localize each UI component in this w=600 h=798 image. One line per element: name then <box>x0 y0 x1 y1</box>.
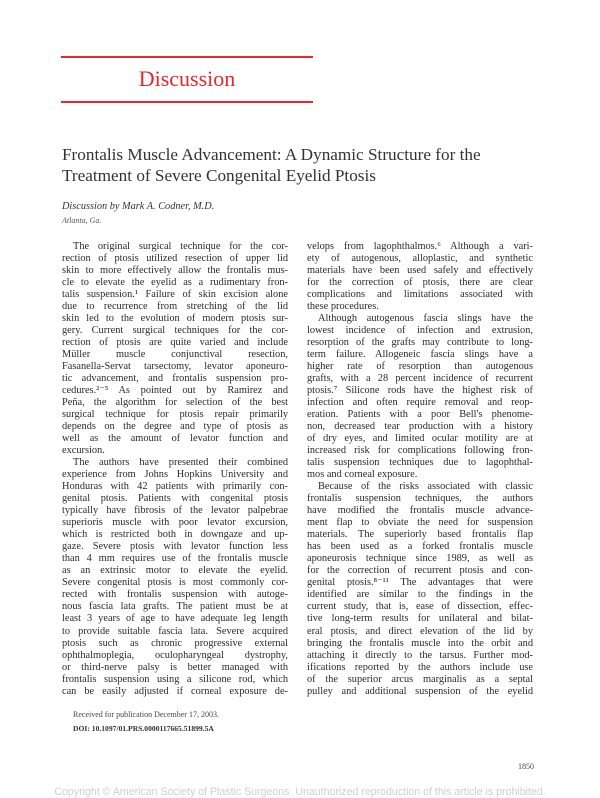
text-line: increased risk for complications following fron- <box>307 445 533 457</box>
doi: DOI: 10.1097/01.PRS.0000117665.51899.5A <box>73 724 214 733</box>
text-line: frontalis suspension using a silicone rod, which <box>62 673 288 685</box>
text-line: Severe congenital ptosis is most commonly cor- <box>62 577 288 589</box>
text-line: depends on the degree and type of ptosis as <box>62 421 288 433</box>
text-line: Honduras with 42 patients with primarily con- <box>62 481 288 493</box>
text-line: excursion. <box>62 445 105 457</box>
text-line: pulley and additional suspension of the eyelid <box>307 685 533 697</box>
text-line: talis suspension.¹ Failure of skin excision alone <box>62 289 288 301</box>
text-line: typically have fibrosis of the levator palpebrae <box>62 505 288 517</box>
body-column-left <box>62 241 288 698</box>
text-line: rection of ptosis utilized resection of upper lid <box>62 253 288 265</box>
text-line: aponeurosis technique since 1989, as well as <box>307 553 533 565</box>
text-line: experience from Johns Hopkins University and <box>62 469 288 481</box>
body-column-right <box>307 241 533 698</box>
text-line: least 3 years of age to have adequate leg length <box>62 613 288 625</box>
article-title <box>62 145 542 186</box>
text-line: grafts, with a 28 percent incidence of recurrent <box>307 373 533 385</box>
text-line: for the correction of recurrent ptosis and con- <box>307 565 533 577</box>
text-line: ophthalmoplegia, oculopharyngeal dystrophy, <box>62 649 288 661</box>
text-line: nous fascia lata grafts. The patient must be at <box>62 601 288 613</box>
text-line: identified are similar to the findings in the <box>307 589 533 601</box>
received-date: Received for publication December 17, 2003. <box>73 710 219 719</box>
text-line: cedures.²⁻⁵ As pointed out by Ramirez and <box>62 385 288 397</box>
text-line: genital ptosis. Patients with congenital ptosis <box>62 493 288 505</box>
text-line: non, decreased tear production with a history <box>307 421 533 433</box>
text-line: The authors have presented their combined <box>73 457 288 469</box>
text-line: have modified the frontalis muscle advance- <box>307 505 533 517</box>
byline: Discussion by Mark A. Codner, M.D. <box>62 201 215 212</box>
author-location: Atlanta, Ga. <box>62 216 102 225</box>
text-line: surgical technique for ptosis repair primarily <box>62 409 288 421</box>
text-line: Because of the risks associated with classic <box>318 481 533 493</box>
text-line: has been used as a forked frontalis muscle <box>307 541 533 553</box>
text-line: skin to more effectively allow the frontalis mus- <box>62 265 288 277</box>
text-line: tic advancement, and frontalis suspension pro- <box>62 373 288 385</box>
page-number: 1850 <box>518 762 534 771</box>
text-line: lowest incidence of infection and extrusion, <box>307 325 533 337</box>
article-title-line: Frontalis Muscle Advancement: A Dynamic Structure for the <box>62 145 481 164</box>
text-line: mos and corneal exposure. <box>307 469 418 481</box>
text-line: to provide suitable fascia lata. Severe acquired <box>62 625 288 637</box>
text-line: current study, that is, ease of dissection, effec- <box>307 601 533 613</box>
top-red-rule <box>61 56 313 58</box>
text-line: genital ptosis.⁸⁻¹¹ The advantages that were <box>307 577 533 589</box>
text-line: Peña, the algorithm for selection of the best <box>62 397 288 409</box>
text-line: term failure. Allogeneic fascia slings have a <box>307 349 533 361</box>
text-line: of the superior arcus marginalis as a septal <box>307 673 533 685</box>
text-line: superioris muscle with poor levator excursion, <box>62 517 288 529</box>
text-line: gery. Current surgical techniques for the cor- <box>62 325 288 337</box>
text-line: of dry eyes, and limited ocular motility are at <box>307 433 533 445</box>
text-line: can be easily adjusted if corneal exposure de- <box>62 685 288 697</box>
text-line: eration. Patients with a poor Bell's phenome- <box>307 409 533 421</box>
paragraph <box>307 241 533 313</box>
text-line: attaching it directly to the tarsus. Further mod- <box>307 649 533 661</box>
text-line: infection and often require removal and reop- <box>307 397 533 409</box>
bottom-red-rule <box>61 101 313 103</box>
text-line: cle to elevate the eyelid as a rudimentary fron- <box>62 277 288 289</box>
text-line: for the correction of ptosis, there are clear <box>307 277 533 289</box>
copyright-notice: Copyright © American Society of Plastic Surgeons. Unauthorized reproduction of this article is prohibited. <box>54 786 546 798</box>
text-line: materials. The superiorly based frontalis flap <box>307 529 533 541</box>
text-line: gaze. Severe ptosis with levator function less <box>62 541 288 553</box>
text-line: due to recurrence from stretching of the lid <box>62 301 288 313</box>
text-line: tive long-term results for unilateral and bilat- <box>307 613 533 625</box>
section-heading: Discussion <box>138 66 236 91</box>
text-line: higher rate of resorption than autogenous <box>307 361 533 373</box>
paragraph <box>307 313 533 481</box>
text-line: materials have been used safely and effectively <box>307 265 533 277</box>
text-line: velops from lagophthalmos.⁶ Although a vari- <box>307 241 533 252</box>
text-line: ptosis.⁷ Silicone rods have the highest risk of <box>307 385 533 397</box>
text-line: which is restricted both in downgaze and up- <box>62 529 288 541</box>
text-line: ptosis such as chronic progressive external <box>62 637 288 649</box>
text-line: ety of autogenous, alloplastic, and synthetic <box>307 253 533 265</box>
text-line: Müller muscle conjunctival resection, <box>62 349 288 361</box>
article-title-line: Treatment of Severe Congenital Eyelid Ptosis <box>62 165 376 185</box>
text-line: frontalis suspension techniques, the authors <box>307 493 533 505</box>
text-line: than 4 mm requires use of the frontalis muscle <box>62 553 288 565</box>
paragraph <box>62 457 288 697</box>
text-line: The original surgical technique for the cor- <box>73 241 288 252</box>
text-line: as an extrinsic motor to elevate the eyelid. <box>62 565 288 577</box>
text-line: bringing the frontalis muscle into the orbit and <box>307 637 533 649</box>
text-line: these procedures. <box>307 301 379 313</box>
text-line: eral ptosis, and direct elevation of the lid by <box>307 625 533 637</box>
text-line: resorption of the grafts may contribute to long- <box>307 337 533 349</box>
text-line: or third-nerve palsy is better managed with <box>62 661 288 673</box>
text-line: rection of ptosis are quite varied and include <box>62 337 288 349</box>
text-line: rected with frontalis suspension with autoge- <box>62 589 288 601</box>
text-line: ment flap to obviate the need for suspension <box>307 517 533 529</box>
paragraph <box>307 481 533 697</box>
text-line: skin led to the evolution of modern ptosis sur- <box>62 313 288 325</box>
paragraph <box>62 241 288 457</box>
text-line: complications and limitations associated with <box>307 289 533 301</box>
text-line: ifications reported by the authors include use <box>307 661 533 673</box>
text-line: talis suspension techniques due to lagophthal- <box>307 457 533 469</box>
text-line: Fasanella-Servat tarsectomy, levator aponeuro- <box>62 361 288 373</box>
text-line: Although autogenous fascia slings have the <box>318 313 533 325</box>
text-line: well as the amount of levator function and <box>62 433 288 445</box>
